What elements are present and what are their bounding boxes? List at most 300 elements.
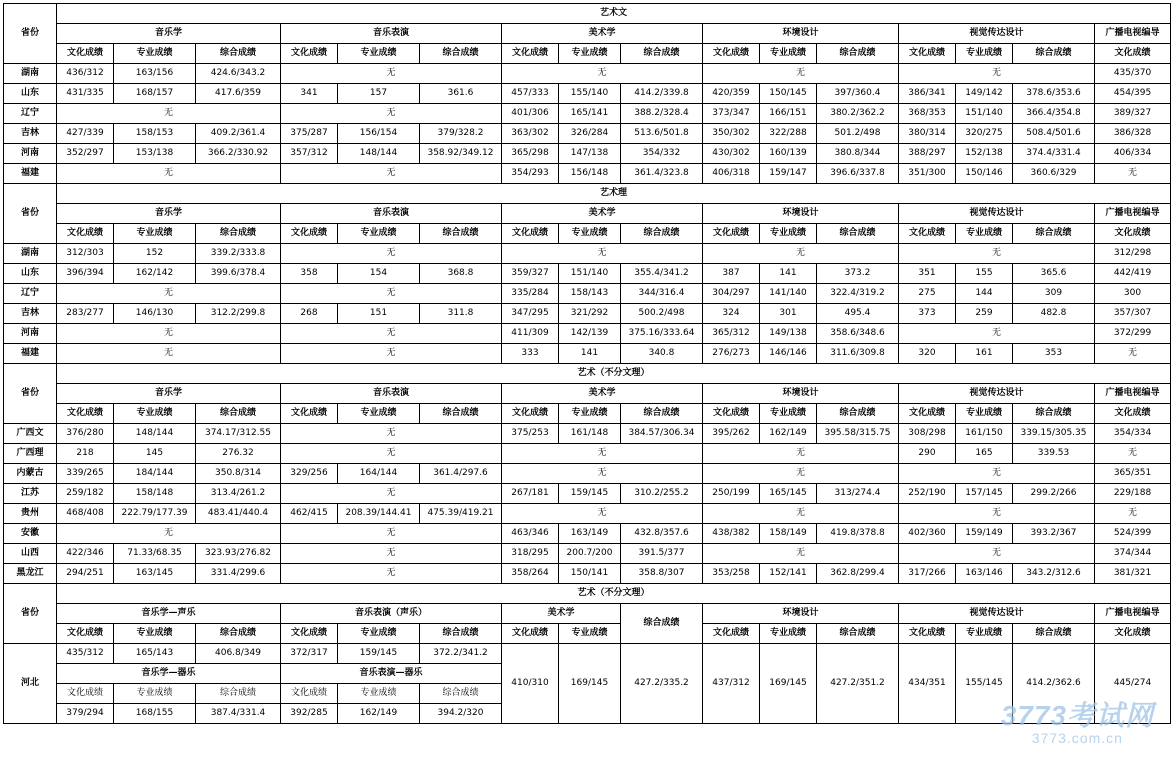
score-type-header: 文化成绩	[57, 684, 114, 704]
score-cell: 无	[703, 64, 899, 84]
score-cell: 无	[281, 484, 502, 504]
score-cell: 442/419	[1095, 264, 1171, 284]
score-cell: 389/327	[1095, 104, 1171, 124]
watermark-url: 3773.com.cn	[1031, 730, 1123, 746]
score-cell: 365/298	[502, 144, 559, 164]
score-cell: 144	[956, 284, 1013, 304]
score-cell: 165	[956, 444, 1013, 464]
score-cell: 162/149	[760, 424, 817, 444]
score-cell: 159/145	[338, 644, 420, 664]
score-cell: 372/299	[1095, 324, 1171, 344]
score-cell: 161	[956, 344, 1013, 364]
score-cell: 388.2/328.4	[621, 104, 703, 124]
score-cell: 299.2/266	[1013, 484, 1095, 504]
score-cell: 375.16/333.64	[621, 324, 703, 344]
score-cell: 353	[1013, 344, 1095, 364]
table-row	[4, 104, 1171, 124]
score-cell: 344/316.4	[621, 284, 703, 304]
score-type-header: 文化成绩	[502, 224, 559, 244]
score-cell: 无	[57, 104, 281, 124]
score-cell: 150/141	[559, 564, 621, 584]
province-name: 安徽	[4, 524, 57, 544]
score-cell: 339/265	[57, 464, 114, 484]
score-cell: 145	[114, 444, 196, 464]
score-cell: 387.4/331.4	[196, 704, 281, 724]
section-title-row	[4, 4, 1171, 24]
score-cell: 300	[1095, 284, 1171, 304]
score-cell: 513.6/501.8	[621, 124, 703, 144]
score-cell: 无	[703, 464, 899, 484]
score-cell: 419.8/378.8	[817, 524, 899, 544]
score-cell: 无	[57, 324, 281, 344]
score-cell: 500.2/498	[621, 304, 703, 324]
score-cell: 218	[57, 444, 114, 464]
score-type-header: 专业成绩	[114, 224, 196, 244]
score-cell: 无	[1095, 344, 1171, 364]
score-cell: 445/274	[1095, 644, 1171, 724]
score-cell: 146/146	[760, 344, 817, 364]
score-type-row	[4, 624, 1171, 644]
score-cell: 396/394	[57, 264, 114, 284]
score-cell: 388/297	[899, 144, 956, 164]
score-cell: 149/138	[760, 324, 817, 344]
score-cell: 无	[281, 344, 502, 364]
score-cell: 无	[57, 284, 281, 304]
major-header: 广播电视编导	[1095, 604, 1171, 624]
score-cell: 311.6/309.8	[817, 344, 899, 364]
score-cell: 436/312	[57, 64, 114, 84]
score-type-header: 文化成绩	[899, 624, 956, 644]
score-cell: 365/312	[703, 324, 760, 344]
score-cell: 350.8/314	[196, 464, 281, 484]
score-cell: 313.4/261.2	[196, 484, 281, 504]
score-cell: 156/154	[338, 124, 420, 144]
score-cell: 374.17/312.55	[196, 424, 281, 444]
score-cell: 372/317	[281, 644, 338, 664]
score-cell: 495.4	[817, 304, 899, 324]
score-cell: 397/360.4	[817, 84, 899, 104]
score-cell: 无	[703, 244, 899, 264]
score-cell: 475.39/419.21	[420, 504, 502, 524]
score-cell: 151/140	[559, 264, 621, 284]
score-type-header: 综合成绩	[1013, 44, 1095, 64]
score-type-header: 综合成绩	[1013, 624, 1095, 644]
score-type-header: 综合成绩	[1013, 224, 1095, 244]
score-cell: 159/149	[956, 524, 1013, 544]
score-cell: 417.6/359	[196, 84, 281, 104]
score-cell: 379/294	[57, 704, 114, 724]
score-cell: 396.6/337.8	[817, 164, 899, 184]
score-cell: 350/302	[703, 124, 760, 144]
score-cell: 333	[502, 344, 559, 364]
score-type-header: 综合成绩	[196, 224, 281, 244]
section-title: 艺术（不分文理）	[57, 364, 1171, 384]
score-cell: 386/328	[1095, 124, 1171, 144]
score-cell: 353/258	[703, 564, 760, 584]
score-cell: 无	[703, 504, 899, 524]
province-name: 河南	[4, 144, 57, 164]
score-cell: 290	[899, 444, 956, 464]
score-cell: 365.6	[1013, 264, 1095, 284]
score-cell: 380/314	[899, 124, 956, 144]
score-cell: 410/310	[502, 644, 559, 724]
province-header: 省份	[4, 584, 57, 644]
score-cell: 320/275	[956, 124, 1013, 144]
score-cell: 406/318	[703, 164, 760, 184]
table-row	[4, 464, 1171, 484]
score-cell: 294/251	[57, 564, 114, 584]
province-name: 广西文	[4, 424, 57, 444]
score-cell: 150/145	[760, 84, 817, 104]
score-cell: 392/285	[281, 704, 338, 724]
score-type-header: 专业成绩	[956, 624, 1013, 644]
score-type-header: 文化成绩	[281, 404, 338, 424]
major-header: 广播电视编导	[1095, 24, 1171, 44]
major-header: 环境设计	[703, 204, 899, 224]
major-header: 广播电视编导	[1095, 204, 1171, 224]
score-cell: 313/274.4	[817, 484, 899, 504]
score-type-header: 综合成绩	[817, 624, 899, 644]
score-type-header: 综合成绩	[196, 624, 281, 644]
score-cell: 308/298	[899, 424, 956, 444]
province-name: 吉林	[4, 304, 57, 324]
score-cell: 361.4/323.8	[621, 164, 703, 184]
score-type-header: 专业成绩	[338, 404, 420, 424]
score-cell: 394.2/320	[420, 704, 502, 724]
table-row	[4, 264, 1171, 284]
score-cell: 304/297	[703, 284, 760, 304]
score-type-header: 文化成绩	[1095, 404, 1171, 424]
score-type-header: 专业成绩	[114, 624, 196, 644]
score-cell: 482.8	[1013, 304, 1095, 324]
score-type-row	[4, 404, 1171, 424]
score-cell: 169/145	[559, 644, 621, 724]
score-cell: 208.39/144.41	[338, 504, 420, 524]
score-cell: 200.7/200	[559, 544, 621, 564]
major-header: 美术学	[502, 384, 703, 404]
score-cell: 无	[281, 544, 502, 564]
score-cell: 301	[760, 304, 817, 324]
score-type-header: 文化成绩	[57, 44, 114, 64]
score-cell: 411/309	[502, 324, 559, 344]
score-cell: 163/145	[114, 564, 196, 584]
score-cell: 157	[338, 84, 420, 104]
score-type-header: 文化成绩	[281, 224, 338, 244]
major-header: 美术学	[502, 604, 621, 624]
score-cell: 153/138	[114, 144, 196, 164]
table-row	[4, 444, 1171, 464]
score-cell: 354/332	[621, 144, 703, 164]
score-cell: 409.2/361.4	[196, 124, 281, 144]
score-type-header: 专业成绩	[760, 624, 817, 644]
score-type-header: 综合成绩	[621, 604, 703, 644]
score-cell: 454/395	[1095, 84, 1171, 104]
score-cell: 151	[338, 304, 420, 324]
score-type-header: 文化成绩	[703, 404, 760, 424]
score-cell: 354/334	[1095, 424, 1171, 444]
major-header: 音乐学	[57, 384, 281, 404]
section-title-row	[4, 364, 1171, 384]
major-header: 音乐学	[57, 204, 281, 224]
score-cell: 309	[1013, 284, 1095, 304]
score-cell: 524/399	[1095, 524, 1171, 544]
score-cell: 250/199	[703, 484, 760, 504]
score-type-header: 专业成绩	[114, 684, 196, 704]
score-type-header: 综合成绩	[420, 404, 502, 424]
score-cell: 434/351	[899, 644, 956, 724]
province-name: 贵州	[4, 504, 57, 524]
table-row	[4, 284, 1171, 304]
province-header: 省份	[4, 364, 57, 424]
major-header: 音乐学—器乐	[57, 664, 281, 684]
province-name: 辽宁	[4, 284, 57, 304]
score-cell: 341	[281, 84, 338, 104]
score-cell: 351	[899, 264, 956, 284]
score-cell: 276.32	[196, 444, 281, 464]
score-cell: 161/150	[956, 424, 1013, 444]
province-name: 湖南	[4, 244, 57, 264]
score-cell: 331.4/299.6	[196, 564, 281, 584]
score-cell: 168/157	[114, 84, 196, 104]
score-cell: 159/145	[559, 484, 621, 504]
score-cell: 141	[760, 264, 817, 284]
score-cell: 275	[899, 284, 956, 304]
score-cell: 222.79/177.39	[114, 504, 196, 524]
score-cell: 373.2	[817, 264, 899, 284]
score-cell: 366.4/354.8	[1013, 104, 1095, 124]
table-row	[4, 504, 1171, 524]
table-row	[4, 324, 1171, 344]
score-cell: 339.53	[1013, 444, 1095, 464]
score-type-header: 综合成绩	[420, 684, 502, 704]
score-cell: 158/143	[559, 284, 621, 304]
score-type-header: 文化成绩	[281, 44, 338, 64]
score-type-header: 文化成绩	[281, 684, 338, 704]
table-row	[4, 524, 1171, 544]
score-cell: 159/147	[760, 164, 817, 184]
major-header: 音乐表演	[281, 24, 502, 44]
score-cell: 无	[281, 284, 502, 304]
score-cell: 380.2/362.2	[817, 104, 899, 124]
score-cell: 无	[281, 244, 502, 264]
score-cell: 141	[559, 344, 621, 364]
score-cell: 161/148	[559, 424, 621, 444]
score-cell: 163/156	[114, 64, 196, 84]
score-cell: 376/280	[57, 424, 114, 444]
score-cell: 无	[899, 324, 1095, 344]
score-cell: 151/140	[956, 104, 1013, 124]
score-cell: 414.2/362.6	[1013, 644, 1095, 724]
score-type-header: 综合成绩	[420, 624, 502, 644]
score-cell: 184/144	[114, 464, 196, 484]
score-cell: 165/145	[760, 484, 817, 504]
score-type-header: 专业成绩	[338, 684, 420, 704]
score-cell: 无	[1095, 444, 1171, 464]
score-cell: 355.4/341.2	[621, 264, 703, 284]
score-cell: 380.8/344	[817, 144, 899, 164]
score-type-header: 综合成绩	[196, 404, 281, 424]
score-cell: 155/140	[559, 84, 621, 104]
score-cell: 414.2/339.8	[621, 84, 703, 104]
score-type-header: 文化成绩	[1095, 44, 1171, 64]
score-type-header: 综合成绩	[621, 404, 703, 424]
table-row	[4, 64, 1171, 84]
score-type-header: 专业成绩	[760, 44, 817, 64]
table-row	[4, 544, 1171, 564]
score-cell: 351/300	[899, 164, 956, 184]
score-cell: 357/307	[1095, 304, 1171, 324]
score-cell: 276/273	[703, 344, 760, 364]
score-cell: 420/359	[703, 84, 760, 104]
section-title: 艺术文	[57, 4, 1171, 24]
score-cell: 259/182	[57, 484, 114, 504]
table-row	[4, 244, 1171, 264]
score-cell: 323.93/276.82	[196, 544, 281, 564]
score-cell: 358/264	[502, 564, 559, 584]
score-cell: 360.6/329	[1013, 164, 1095, 184]
score-cell: 343.2/312.6	[1013, 564, 1095, 584]
score-type-header: 文化成绩	[502, 404, 559, 424]
score-type-header: 综合成绩	[420, 44, 502, 64]
score-cell: 268	[281, 304, 338, 324]
score-type-header: 综合成绩	[196, 684, 281, 704]
score-type-row	[4, 224, 1171, 244]
major-header: 视觉传达设计	[899, 24, 1095, 44]
score-cell: 438/382	[703, 524, 760, 544]
score-cell: 无	[502, 504, 703, 524]
score-cell: 386/341	[899, 84, 956, 104]
score-cell: 无	[899, 504, 1095, 524]
score-cell: 无	[281, 444, 502, 464]
score-cell: 164/144	[338, 464, 420, 484]
score-type-header: 专业成绩	[559, 224, 621, 244]
score-cell: 148/144	[338, 144, 420, 164]
major-header: 音乐表演（声乐）	[281, 604, 502, 624]
score-cell: 339.15/305.35	[1013, 424, 1095, 444]
table-row	[4, 144, 1171, 164]
score-cell: 320	[899, 344, 956, 364]
score-cell: 435/370	[1095, 64, 1171, 84]
score-type-header: 专业成绩	[559, 624, 621, 644]
score-cell: 427/339	[57, 124, 114, 144]
province-name: 山东	[4, 84, 57, 104]
score-cell: 165/143	[114, 644, 196, 664]
score-type-header: 综合成绩	[621, 44, 703, 64]
score-cell: 387	[703, 264, 760, 284]
score-type-header: 文化成绩	[502, 44, 559, 64]
score-cell: 379/328.2	[420, 124, 502, 144]
score-cell: 无	[57, 524, 281, 544]
score-cell: 422/346	[57, 544, 114, 564]
major-header: 美术学	[502, 204, 703, 224]
score-type-header: 专业成绩	[338, 44, 420, 64]
score-cell: 165/141	[559, 104, 621, 124]
score-type-header: 文化成绩	[502, 624, 559, 644]
score-type-header: 综合成绩	[817, 404, 899, 424]
score-cell: 384.57/306.34	[621, 424, 703, 444]
score-cell: 无	[502, 244, 703, 264]
province-name: 江苏	[4, 484, 57, 504]
score-cell: 163/149	[559, 524, 621, 544]
score-type-header: 专业成绩	[114, 44, 196, 64]
score-cell: 393.2/367	[1013, 524, 1095, 544]
score-cell: 322/288	[760, 124, 817, 144]
province-header: 省份	[4, 4, 57, 64]
score-cell: 335/284	[502, 284, 559, 304]
score-cell: 无	[899, 544, 1095, 564]
score-cell: 无	[57, 164, 281, 184]
score-cell: 365/351	[1095, 464, 1171, 484]
score-type-header: 专业成绩	[338, 224, 420, 244]
score-cell: 168/155	[114, 704, 196, 724]
score-cell: 152/141	[760, 564, 817, 584]
score-cell: 402/360	[899, 524, 956, 544]
score-type-header: 文化成绩	[899, 404, 956, 424]
score-cell: 252/190	[899, 484, 956, 504]
score-cell: 368.8	[420, 264, 502, 284]
major-header-row	[4, 24, 1171, 44]
score-cell: 无	[57, 344, 281, 364]
score-type-header: 专业成绩	[760, 224, 817, 244]
score-cell: 无	[502, 464, 703, 484]
table-row	[4, 424, 1171, 444]
score-type-header: 文化成绩	[57, 224, 114, 244]
score-cell: 158/148	[114, 484, 196, 504]
score-cell: 283/277	[57, 304, 114, 324]
score-cell: 317/266	[899, 564, 956, 584]
score-cell: 508.4/501.6	[1013, 124, 1095, 144]
major-header: 音乐学	[57, 24, 281, 44]
score-cell: 无	[281, 524, 502, 544]
score-type-header: 文化成绩	[703, 224, 760, 244]
score-type-row	[4, 44, 1171, 64]
score-cell: 435/312	[57, 644, 114, 664]
score-cell: 无	[502, 444, 703, 464]
score-type-header: 文化成绩	[1095, 224, 1171, 244]
score-cell: 267/181	[502, 484, 559, 504]
major-header: 环境设计	[703, 384, 899, 404]
score-type-header: 专业成绩	[956, 404, 1013, 424]
score-cell: 158/149	[760, 524, 817, 544]
score-cell: 324	[703, 304, 760, 324]
table-row	[4, 164, 1171, 184]
score-cell: 463/346	[502, 524, 559, 544]
score-cell: 152/138	[956, 144, 1013, 164]
score-cell: 229/188	[1095, 484, 1171, 504]
score-cell: 322.4/319.2	[817, 284, 899, 304]
major-header: 广播电视编导	[1095, 384, 1171, 404]
score-cell: 430/302	[703, 144, 760, 164]
score-cell: 154	[338, 264, 420, 284]
score-cell: 361.4/297.6	[420, 464, 502, 484]
score-cell: 310.2/255.2	[621, 484, 703, 504]
score-cell: 354/293	[502, 164, 559, 184]
score-cell: 427.2/335.2	[621, 644, 703, 724]
score-cell: 358.6/348.6	[817, 324, 899, 344]
score-cell: 427.2/351.2	[817, 644, 899, 724]
table-row	[4, 644, 1171, 664]
score-type-header: 专业成绩	[956, 44, 1013, 64]
major-header-row	[4, 204, 1171, 224]
province-name: 黑龙江	[4, 564, 57, 584]
score-cell: 155/145	[956, 644, 1013, 724]
score-type-header: 综合成绩	[420, 224, 502, 244]
score-cell: 372.2/341.2	[420, 644, 502, 664]
score-cell: 152	[114, 244, 196, 264]
score-type-header: 综合成绩	[1013, 404, 1095, 424]
score-cell: 148/144	[114, 424, 196, 444]
province-name: 湖南	[4, 64, 57, 84]
